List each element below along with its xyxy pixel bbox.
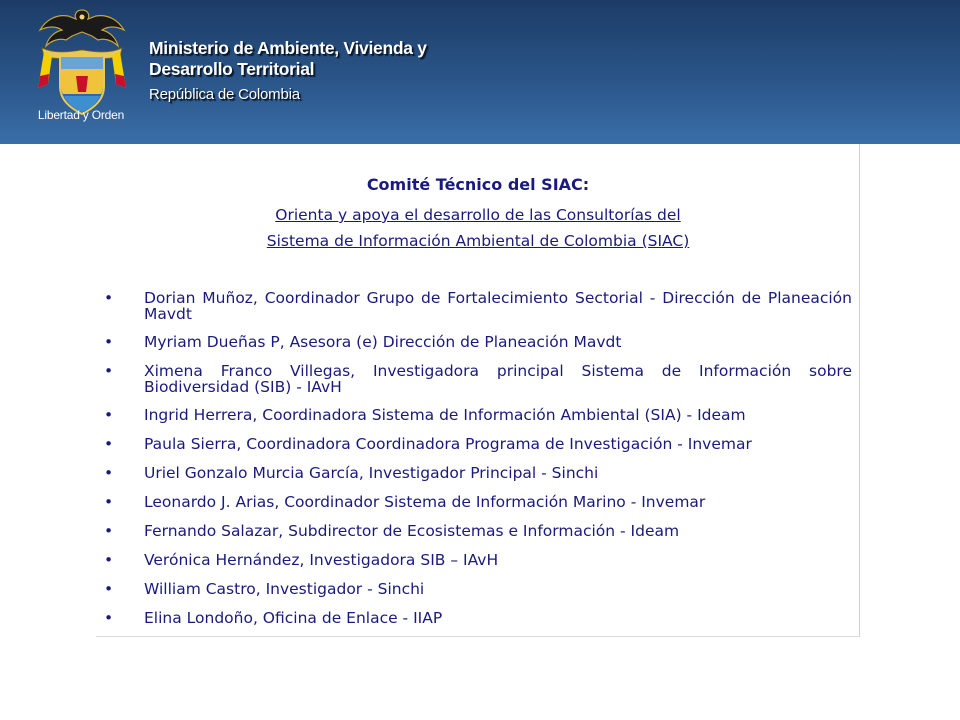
list-item xyxy=(104,436,852,452)
list-item xyxy=(104,494,852,510)
member-text: Ximena Franco Villegas, Investigadora principal Sistema de Información sobre Biodiversidad (SIB) - IAvH xyxy=(144,362,852,396)
bullet-icon: • xyxy=(104,551,114,569)
bullet-icon: • xyxy=(104,464,114,482)
member-text: Paula Sierra, Coordinadora Coordinadora Programa de Investigación - Invemar xyxy=(144,435,752,453)
member-text: Leonardo J. Arias, Coordinador Sistema de Información Marino - Invemar xyxy=(144,493,706,511)
motto-text: Libertad y Orden xyxy=(37,108,125,122)
member-text: Verónica Hernández, Investigadora SIB – IAvH xyxy=(144,551,499,569)
bullet-icon: • xyxy=(104,406,114,424)
subtitle-line-2: Sistema de Información Ambiental de Colombia (SIAC) xyxy=(266,232,690,250)
member-text: Fernando Salazar, Subdirector de Ecosistemas e Información - Ideam xyxy=(144,522,680,540)
member-list xyxy=(104,290,852,639)
bullet-icon: • xyxy=(104,493,114,511)
committee-title: Comité Técnico del SIAC: xyxy=(366,175,590,194)
subtitle-line-1: Orienta y apoya el desarrollo de las Consultorías del xyxy=(275,206,681,224)
bullet-icon: • xyxy=(104,580,114,598)
list-item xyxy=(104,465,852,481)
ministry-line-2: Desarrollo Territorial xyxy=(149,59,315,79)
member-text: William Castro, Investigador - Sinchi xyxy=(144,580,425,598)
title-block xyxy=(96,174,860,251)
list-item xyxy=(104,363,852,395)
list-item xyxy=(104,581,852,597)
bullet-icon: • xyxy=(104,522,114,540)
list-item xyxy=(104,334,852,350)
list-item xyxy=(104,290,852,322)
list-item xyxy=(104,610,852,626)
member-text: Ingrid Herrera, Coordinadora Sistema de Información Ambiental (SIA) - Ideam xyxy=(144,406,746,424)
member-text: Elina Londoño, Oficina de Enlace - IIAP xyxy=(144,609,443,627)
member-text: Uriel Gonzalo Murcia García, Investigador Principal - Sinchi xyxy=(144,464,599,482)
member-text: Dorian Muñoz, Coordinador Grupo de Fortalecimiento Sectorial - Dirección de Planeación Mavdt xyxy=(144,289,852,323)
country-name: República de Colombia xyxy=(149,86,300,103)
list-item xyxy=(104,407,852,423)
bullet-icon: • xyxy=(104,362,114,380)
slide-content xyxy=(96,144,860,637)
list-item xyxy=(104,523,852,539)
bullet-icon: • xyxy=(104,289,114,307)
bullet-icon: • xyxy=(104,333,114,351)
list-item xyxy=(104,552,852,568)
ministry-line-1: Ministerio de Ambiente, Vivienda y xyxy=(149,38,427,58)
ministry-name xyxy=(149,38,427,106)
header-banner xyxy=(0,0,960,144)
bullet-icon: • xyxy=(104,435,114,453)
member-text: Myriam Dueñas P, Asesora (e) Dirección de Planeación Mavdt xyxy=(144,333,622,351)
bullet-icon: • xyxy=(104,609,114,627)
